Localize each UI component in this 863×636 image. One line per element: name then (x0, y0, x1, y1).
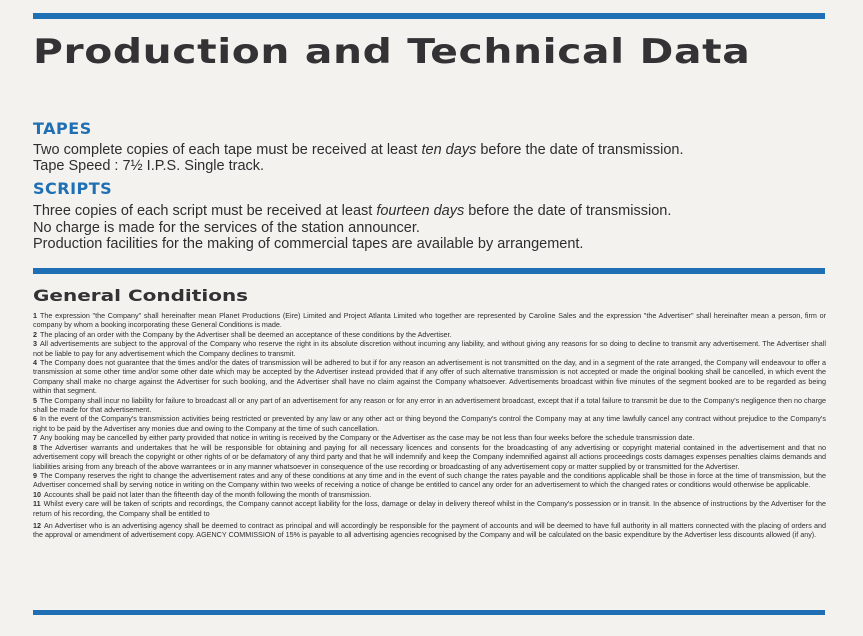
tape-speed-text: Tape Speed : 7½ I.P.S. Single track. (33, 158, 265, 174)
scripts-heading: SCRIPTS (33, 179, 113, 198)
page-title: Production and Technical Data (33, 32, 751, 72)
condition-item: 5 The Company shall incur no liability for failure to broadcast all or any part of an advertisement for any reason or for any error in an advertisement broadcast, except that if a total failure to transmit be due to the Company's negligence then no charge shall be made for that advertisement. (33, 395, 826, 415)
condition-item: 9 The Company reserves the right to change the advertisement rates and any of these conditions at any time and in the event of such change the rates payable and the conditions applicable shall be those in force at the time of transmission, but the Advertiser concerned shall by serving notice in writing on the Company within two weeks of receiving a notice of change be entitled to cancel any order for an advertisement to which the changed rates or conditions would otherwise be applicable. (33, 470, 826, 490)
bottom-divider (33, 610, 825, 615)
condition-item: 2 The placing of an order with the Company by the Advertiser shall be deemed an acceptance of these conditions by the Advertiser. (33, 329, 452, 339)
conditions-list (33, 311, 826, 540)
condition-item: 4 The Company does not guarantee that the times and/or the dates of transmission will be adhered to but if for any reason an advertisement is not transmitted on the day, and in a segment of the rate arranged, the Company will endeavour to offer a transmission at some other time and/or some other date which may be accepted by the Advertiser instead provided that if any offer of such alternative transmission is not accepted or made the original booking shall be cancelled, in which event the Company shall make no charge against the Advertiser for such booking, and the Advertiser shall have no claim against the Company whatsoever. Advertisements broadcast within five minutes of the segment booked are to be regarded as being within that segment. (33, 358, 826, 396)
condition-item: 7 Any booking may be cancelled by either party provided that notice in writing is received by the Company or the Advertiser as the case may be not less than four weeks before the schedule transmission date. (33, 433, 695, 443)
condition-item: 12 An Advertiser who is an advertising agency shall be deemed to contract as principal and will accordingly be responsible for the payment of accounts and will be deemed to have full authority in all matters connected with the placing of orders and the approval or amendment of advertisement copy. AGENCY COMMISSION of 15% is payable to all advertising agencies recognised by the Company and will be calculated on the basic expenditure by the Advertiser less discounts allowed (if any). (33, 520, 826, 540)
scripts-deadline-emphasis: fourteen days (376, 203, 465, 219)
condition-item: 11 Whilst every care will be taken of scripts and recordings, the Company cannot accept liability for the loss, damage or delay in delivery thereof whilst in the Company's possession or in transit. In the absence of instructions by the Advertiser for the return of his recording, the Company shall be entitled to (33, 499, 826, 518)
tapes-copies-text: Two complete copies of each tape must be received at least ten days before the date of transmission. (33, 142, 684, 158)
condition-item: 6 In the event of the Company's transmission activities being restricted or prevented by any law or any other act or thing beyond the Company's control the Company may at any time lawfully cancel any contract without prejudice to the Company's right to be paid by the Advertiser any monies due and owing to the Company at the time of such cancellation. (33, 414, 826, 433)
tapes-heading: TAPES (33, 119, 92, 138)
announcer-charge-text: No charge is made for the services of the station announcer. (33, 220, 420, 236)
scripts-copies-text: Three copies of each script must be received at least fourteen days before the date of transmission. (33, 203, 672, 219)
condition-item: 3 All advertisements are subject to the approval of the Company who reserve the right in its absolute discretion without incurring any liability, and without giving any reasons for so doing to decline to transmit any advertisement. The Advertiser shall not be liable to pay for any advertisement which the Company declines to transmit. (33, 339, 826, 358)
condition-item: 8 The Advertiser warrants and undertakes that he will be responsible for obtaining and paying for all necessary licences and consents for the broadcasting of any advertising or copyright material contained in the advertisement and that no advertisement copy will breach the copyright or other rights of or be defamatory of any third party and that he will indemnify and keep the Company indemnified against all actions proceedings costs damages expenses penalties claims demands and liabilities arising from any breach of the above warrantees or in any manner whatsoever in consequence of the use recording or broadcasting of any advertisement copy or matter supplied by or transmitted for the Advertiser. (33, 442, 826, 471)
production-facilities-text: Production facilities for the making of commercial tapes are available by arrangement. (33, 236, 584, 252)
condition-item: 10 Accounts shall be paid not later than the fifteenth day of the month following the month of transmission. (33, 489, 372, 499)
tapes-deadline-emphasis: ten days (421, 142, 477, 158)
top-divider (33, 13, 825, 19)
condition-item: 1 The expression "the Company" shall hereinafter mean Planet Productions (Eire) Limited and Project Atlanta Limited who together are represented by Caroline Sales and the expression "the Advertiser" shall hereinafter mean a person, firm or company by whom a booking incorporating these General Conditions is made. (33, 311, 826, 330)
general-conditions-heading: General Conditions (33, 286, 249, 305)
middle-divider (33, 268, 825, 274)
